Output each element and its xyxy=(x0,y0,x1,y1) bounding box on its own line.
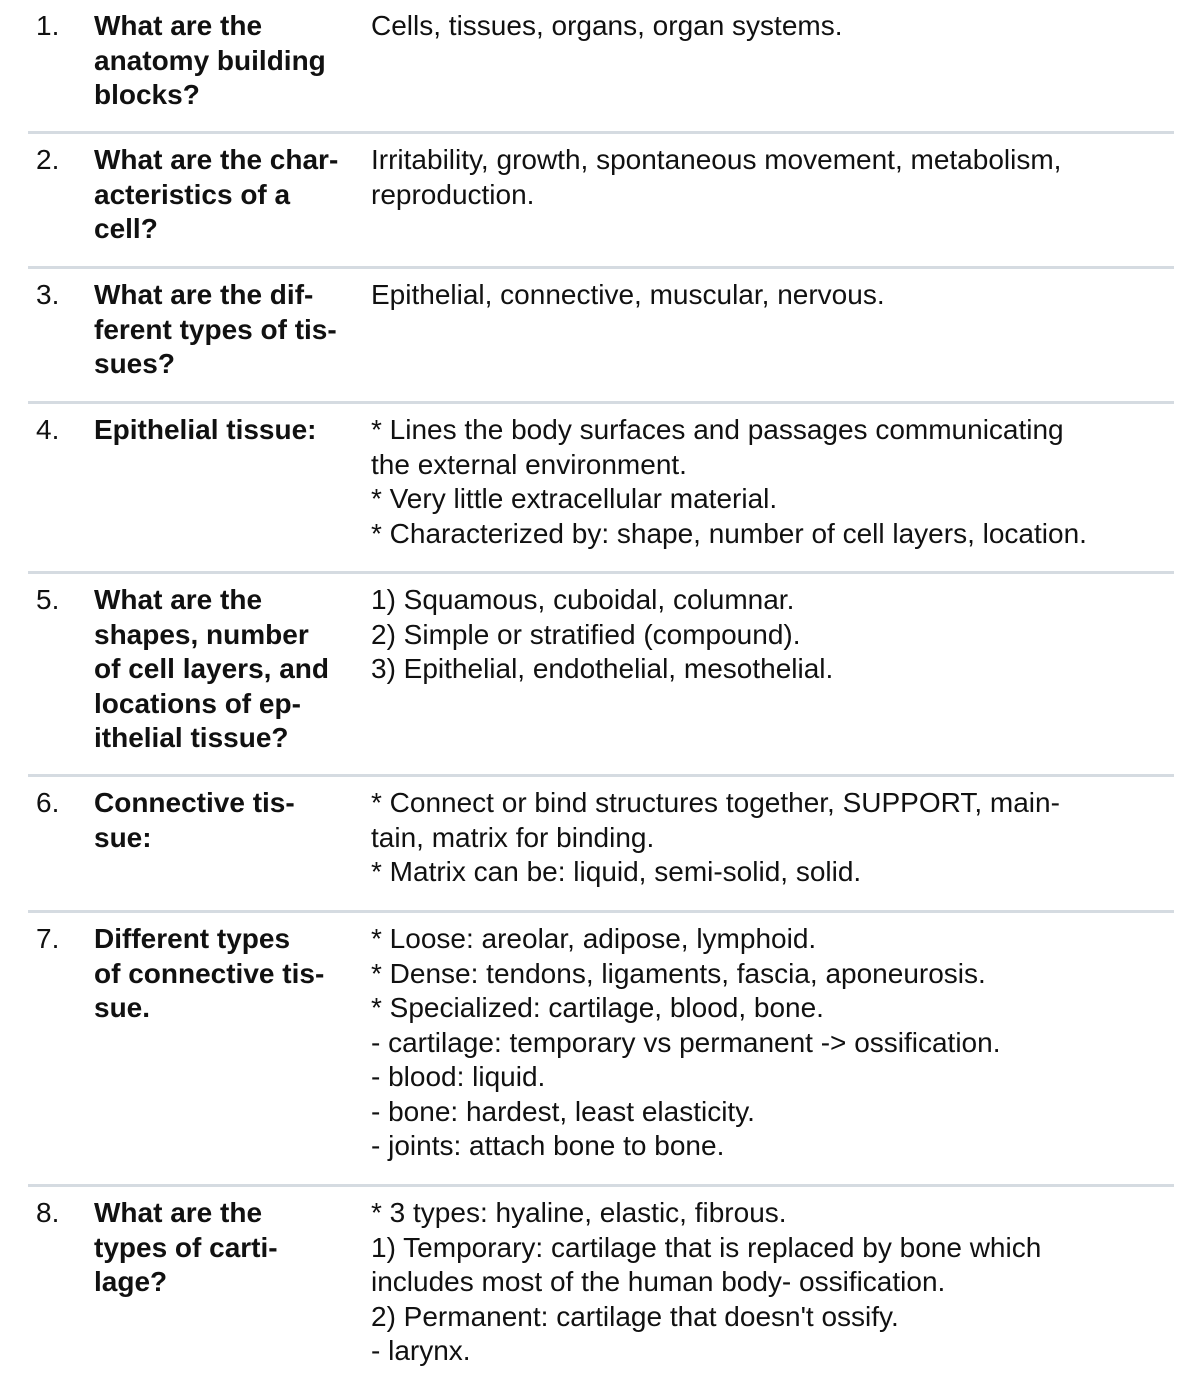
answer-line: * Characterized by: shape, number of cell layers, location. xyxy=(371,517,1087,549)
question-line: types of carti- xyxy=(94,1231,278,1263)
answer xyxy=(371,922,1171,1164)
question xyxy=(94,413,364,448)
question-line: anatomy building xyxy=(94,44,326,76)
question-line: of connective tis- xyxy=(94,957,325,989)
answer xyxy=(371,1196,1171,1369)
item-number: 3. xyxy=(36,279,60,310)
qa-row xyxy=(28,269,1174,404)
question xyxy=(94,143,364,247)
qa-list xyxy=(28,0,1174,1380)
question-line: sue: xyxy=(94,821,152,853)
answer-line: - larynx. xyxy=(371,1335,471,1366)
question xyxy=(94,1196,364,1300)
question-line: shapes, number xyxy=(94,618,309,650)
answer-line: * Specialized: cartilage, blood, bone. xyxy=(371,992,824,1023)
answer xyxy=(371,583,1171,687)
answer-line: Irritability, growth, spontaneous movement, metabolism, xyxy=(371,144,1062,175)
qa-row xyxy=(28,134,1174,269)
answer-line: 3) Epithelial, endothelial, mesothelial. xyxy=(371,653,834,684)
item-number: 1. xyxy=(36,10,60,41)
item-number: 4. xyxy=(36,414,60,445)
qa-row xyxy=(28,1187,1174,1380)
answer-line: 2) Simple or stratified (compound). xyxy=(371,618,801,650)
question xyxy=(94,786,364,855)
item-number: 5. xyxy=(36,584,60,615)
answer-line: - joints: attach bone to bone. xyxy=(371,1130,725,1161)
answer-line: - blood: liquid. xyxy=(371,1061,546,1092)
qa-row xyxy=(28,574,1174,777)
answer xyxy=(371,413,1171,551)
qa-row xyxy=(28,913,1174,1187)
question-line: Epithelial tissue: xyxy=(94,414,317,445)
answer-line: includes most of the human body- ossification. xyxy=(371,1266,946,1297)
question-line: lage? xyxy=(94,1266,168,1297)
question-line: ferent types of tis- xyxy=(94,313,337,345)
answer-line: tain, matrix for binding. xyxy=(371,821,655,853)
question xyxy=(94,583,364,756)
answer xyxy=(371,786,1171,890)
question-line: sues? xyxy=(94,348,175,379)
qa-row xyxy=(28,404,1174,574)
answer-line: * Connect or bind structures together, SUPPORT, main- xyxy=(371,787,1060,818)
answer-line: * 3 types: hyaline, elastic, fibrous. xyxy=(371,1197,787,1228)
answer-line: * Matrix can be: liquid, semi-solid, solid. xyxy=(371,856,862,887)
question-line: ithelial tissue? xyxy=(94,722,289,753)
answer-line: - bone: hardest, least elasticity. xyxy=(371,1095,755,1127)
question-line: of cell layers, and xyxy=(94,653,329,684)
item-number: 8. xyxy=(36,1197,60,1228)
question-line: What are the dif- xyxy=(94,279,314,310)
question-line: Different types xyxy=(94,923,291,954)
qa-row xyxy=(28,777,1174,913)
item-number: 2. xyxy=(36,144,60,175)
answer-line: 1) Squamous, cuboidal, columnar. xyxy=(371,584,795,615)
answer-line: * Dense: tendons, ligaments, fascia, aponeurosis. xyxy=(371,957,986,989)
item-number: 7. xyxy=(36,923,60,954)
question-line: acteristics of a xyxy=(94,178,291,210)
question xyxy=(94,9,364,113)
question-line: What are the xyxy=(94,1197,263,1228)
question-line: blocks? xyxy=(94,79,200,110)
question xyxy=(94,922,364,1026)
answer xyxy=(371,9,1171,44)
answer-line: reproduction. xyxy=(371,178,535,210)
question-line: Connective tis- xyxy=(94,787,295,818)
qa-row xyxy=(28,0,1174,134)
answer-line: 1) Temporary: cartilage that is replaced by bone which xyxy=(371,1231,1042,1263)
answer-line: Cells, tissues, organs, organ systems. xyxy=(371,10,843,41)
answer xyxy=(371,143,1171,212)
answer-line: * Lines the body surfaces and passages communicating xyxy=(371,414,1064,445)
answer-line: * Loose: areolar, adipose, lymphoid. xyxy=(371,923,817,954)
question-line: What are the xyxy=(94,584,263,615)
question-line: What are the xyxy=(94,10,263,41)
question-line: cell? xyxy=(94,213,158,244)
answer-line: 2) Permanent: cartilage that doesn't ossify. xyxy=(371,1300,899,1332)
answer-line: * Very little extracellular material. xyxy=(371,483,778,514)
answer-line: Epithelial, connective, muscular, nervous. xyxy=(371,279,885,310)
item-number: 6. xyxy=(36,787,60,818)
question-line: sue. xyxy=(94,992,151,1023)
question xyxy=(94,278,364,382)
question-line: What are the char- xyxy=(94,144,339,175)
answer-line: the external environment. xyxy=(371,448,687,480)
answer-line: - cartilage: temporary vs permanent -> ossification. xyxy=(371,1026,1001,1058)
question-line: locations of ep- xyxy=(94,687,301,719)
answer xyxy=(371,278,1171,313)
